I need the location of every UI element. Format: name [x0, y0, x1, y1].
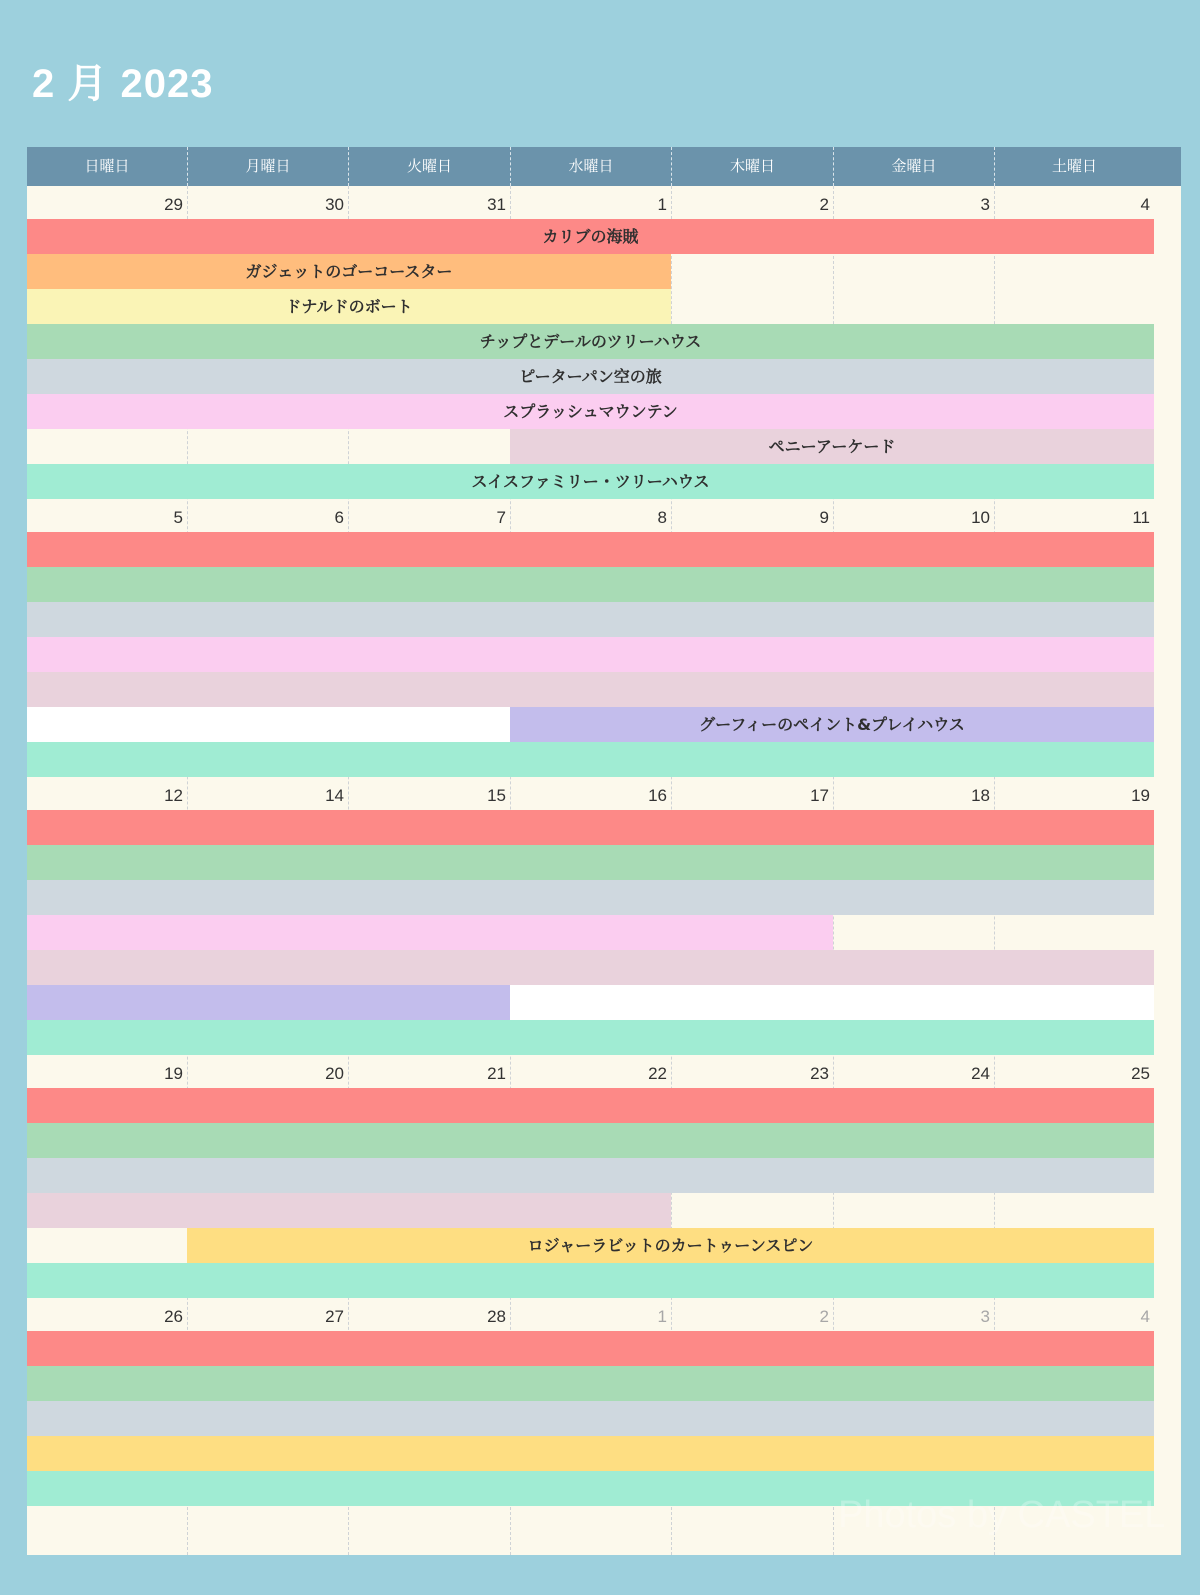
date-cell[interactable]: 4: [1140, 195, 1150, 214]
weekday-thursday: 木曜日: [671, 147, 833, 186]
date-cell[interactable]: 18: [971, 786, 990, 805]
month-title: 2 月 2023: [32, 62, 214, 106]
date-cell[interactable]: 25: [1131, 1064, 1150, 1083]
event-bar-penny-arcade[interactable]: [27, 1193, 671, 1228]
event-bar-caribbean-pirates[interactable]: [27, 532, 1154, 567]
month-calendar: [27, 147, 1181, 1555]
weekday-saturday: 土曜日: [994, 147, 1154, 186]
event-label: ガジェットのゴーコースター: [245, 262, 453, 281]
weekday-tuesday: 火曜日: [348, 147, 510, 186]
weekday-monday: 月曜日: [187, 147, 348, 186]
event-bar-peter-pan-flight[interactable]: [27, 880, 1154, 915]
date-cell[interactable]: 3: [980, 1307, 990, 1326]
date-cell[interactable]: 15: [487, 786, 506, 805]
event-bar-chip-dale-treehouse[interactable]: [27, 845, 1154, 880]
date-cell[interactable]: 28: [487, 1307, 506, 1326]
event-bar-splash-mountain[interactable]: [27, 915, 833, 950]
event-bar-caribbean-pirates[interactable]: [27, 1088, 1154, 1123]
event-bar-splash-mountain[interactable]: [27, 637, 1154, 672]
date-cell[interactable]: 30: [325, 195, 344, 214]
date-cell[interactable]: 1: [657, 195, 667, 214]
date-cell[interactable]: 7: [496, 508, 506, 527]
event-label: スプラッシュマウンテン: [503, 402, 678, 421]
weekday-sunday: 日曜日: [84, 157, 130, 175]
date-cell[interactable]: 23: [810, 1064, 829, 1083]
photo-credit-watermark: Photos by CASTEL: [838, 1494, 1166, 1536]
date-cell[interactable]: 29: [164, 195, 183, 214]
event-label: グーフィーのペイント&プレイハウス: [699, 715, 965, 734]
event-bar-empty: [27, 707, 510, 742]
event-bar-swiss-family-treehouse[interactable]: [27, 1263, 1154, 1298]
event-bar-chip-dale-treehouse[interactable]: [27, 1366, 1154, 1401]
date-cell[interactable]: 24: [971, 1064, 990, 1083]
date-cell[interactable]: 6: [334, 508, 344, 527]
event-label: チップとデールのツリーハウス: [479, 332, 702, 351]
event-label: ピーターパン空の旅: [519, 367, 662, 386]
event-bar-swiss-family-treehouse[interactable]: [27, 742, 1154, 777]
event-bar-caribbean-pirates[interactable]: [27, 810, 1154, 845]
event-bar-peter-pan-flight[interactable]: [27, 602, 1154, 637]
event-bar-chip-dale-treehouse[interactable]: [27, 1123, 1154, 1158]
date-cell[interactable]: 22: [648, 1064, 667, 1083]
event-bar-roger-rabbit-spin[interactable]: [27, 1436, 1154, 1471]
date-cell[interactable]: 3: [980, 195, 990, 214]
weekday-header: [27, 147, 1181, 186]
date-cell[interactable]: 17: [810, 786, 829, 805]
date-cell[interactable]: 31: [487, 195, 506, 214]
date-cell[interactable]: 19: [1131, 786, 1150, 805]
event-label: スイスファミリー・ツリーハウス: [471, 472, 710, 491]
event-label: カリブの海賊: [542, 227, 639, 246]
date-cell[interactable]: 19: [164, 1064, 183, 1083]
date-cell[interactable]: 1: [657, 1307, 667, 1326]
event-label: ロジャーラビットのカートゥーンスピン: [527, 1236, 814, 1255]
date-cell[interactable]: 4: [1140, 1307, 1150, 1326]
date-cell[interactable]: 16: [648, 786, 667, 805]
date-cell[interactable]: 9: [819, 508, 829, 527]
weekday-wednesday: 水曜日: [510, 147, 671, 186]
date-cell[interactable]: 10: [971, 508, 990, 527]
event-bar-caribbean-pirates[interactable]: [27, 1331, 1154, 1366]
date-cell[interactable]: 21: [487, 1064, 506, 1083]
event-bar-chip-dale-treehouse[interactable]: [27, 567, 1154, 602]
date-cell[interactable]: 26: [164, 1307, 183, 1326]
date-cell[interactable]: 2: [819, 1307, 829, 1326]
date-cell[interactable]: 27: [325, 1307, 344, 1326]
date-cell[interactable]: 2: [819, 195, 829, 214]
date-cell[interactable]: 12: [164, 786, 183, 805]
event-bar-swiss-family-treehouse[interactable]: [27, 1020, 1154, 1055]
event-bar-goofy-paint-playhouse[interactable]: [27, 985, 510, 1020]
date-cell[interactable]: 20: [325, 1064, 344, 1083]
event-bar-empty: [510, 985, 1154, 1020]
date-cell[interactable]: 8: [657, 508, 667, 527]
event-label: ドナルドのボート: [285, 297, 413, 316]
event-bar-penny-arcade[interactable]: [27, 950, 1154, 985]
date-cell[interactable]: 5: [173, 508, 183, 527]
event-label: ペニーアーケード: [768, 437, 896, 456]
weekday-friday: 金曜日: [833, 147, 994, 186]
event-bar-penny-arcade[interactable]: [27, 672, 1154, 707]
date-cell[interactable]: 14: [325, 786, 344, 805]
event-bar-peter-pan-flight[interactable]: [27, 1158, 1154, 1193]
event-bar-peter-pan-flight[interactable]: [27, 1401, 1154, 1436]
date-cell[interactable]: 11: [1132, 508, 1150, 527]
